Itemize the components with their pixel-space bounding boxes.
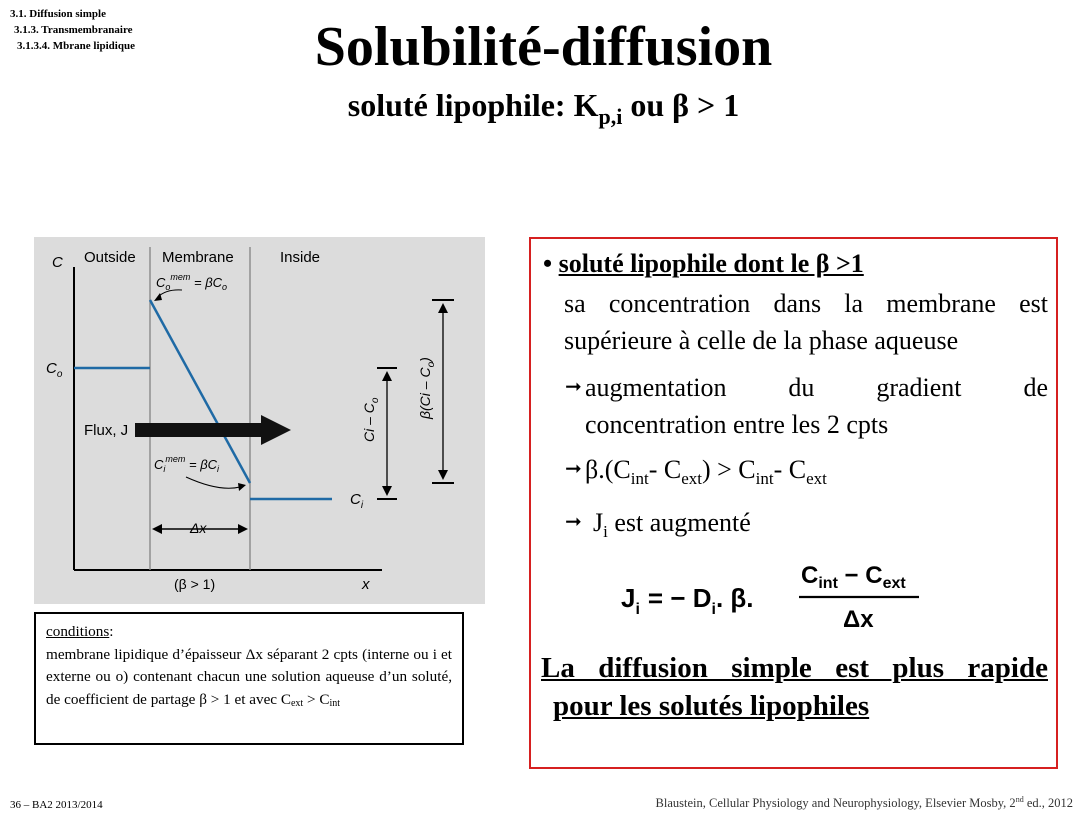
footer-ref-sup: nd	[1015, 795, 1024, 804]
formula-eq: = − D	[647, 583, 712, 613]
co-mem-c: C	[156, 275, 166, 290]
bullet-title	[543, 249, 864, 279]
inequality-ext-2: ext	[806, 469, 827, 488]
beta-diff-pre: β(C	[417, 396, 433, 419]
subtitle-text: soluté lipophile: K	[347, 87, 599, 123]
subtitle-sub: p,i	[598, 104, 623, 129]
arrow-icon: ➞	[565, 458, 582, 480]
formula-j-sub: i	[635, 601, 640, 618]
inequality-int-2: int	[755, 469, 774, 488]
conditions-gt: > C	[303, 690, 330, 708]
delta-x-arrow-left	[152, 524, 162, 534]
membrane-label: Membrane	[162, 249, 234, 266]
inequality-dash-1: - C	[648, 455, 682, 484]
beta-arrow-down	[438, 470, 448, 480]
arrow-icon: ➞	[565, 376, 582, 398]
beta-diff-close: )	[417, 357, 433, 362]
ci-co-label	[361, 397, 381, 442]
ci-mem-eq: = βC	[185, 457, 218, 472]
flux-arrow-head	[261, 415, 291, 445]
ci-co-c: C	[361, 431, 377, 442]
ci-label	[350, 491, 364, 511]
conditions-box	[34, 612, 464, 745]
slide-subtitle	[0, 82, 1087, 140]
flux-label: Flux, J	[84, 422, 129, 439]
breadcrumb-level-3: 3.1.3.4. Mbrane lipidique	[17, 40, 135, 52]
conditions-sub-ext: ext	[290, 697, 304, 709]
formula-num-sub1: int	[818, 575, 838, 592]
membrane-diffusion-figure	[34, 237, 485, 604]
co-mem-eq-sub: o	[222, 282, 228, 292]
formula-d-sub: i	[711, 601, 716, 618]
footer-ref-post: ed., 2012	[1023, 796, 1073, 811]
inequality-ext-1: ext	[681, 469, 702, 488]
footer-reference	[656, 795, 1073, 811]
bullet-paragraph: sa concentration dans la membrane est supérieure à celle de la phase aqueuse	[564, 289, 1048, 355]
bullet-title-text: soluté lipophile dont le β >1	[558, 249, 864, 278]
co-mem-sub: o	[165, 282, 171, 292]
formula-beta: . β.	[715, 583, 754, 613]
flux-j-sub: i	[603, 522, 608, 541]
flux-formula	[621, 557, 921, 637]
ci-label-c: C	[350, 491, 361, 508]
flux-j: J	[593, 508, 604, 537]
beta-diff-o: o	[426, 361, 437, 368]
c-axis-label: C	[52, 254, 63, 271]
inequality-int-1: int	[630, 469, 649, 488]
arrow-item-inequality	[555, 451, 1048, 497]
inequality-pre: β.(C	[585, 455, 631, 484]
bullet-dot: •	[543, 249, 553, 278]
ci-co-arrow-up	[382, 371, 392, 381]
beta-arrow-up	[438, 303, 448, 313]
conditions-body: membrane lipidique d’épaisseur Δx séparant 2 cpts (interne ou i et externe ou o) contenant chacun une solution aqueuse d’un soluté, de coefficient de partage β > 1 et avec C	[46, 645, 452, 708]
ci-co-arrow-down	[382, 486, 392, 496]
co-label	[46, 360, 63, 380]
beta-diff-label	[417, 357, 437, 420]
delta-x-arrow-right	[238, 524, 248, 534]
formula-num-c1: C	[801, 562, 819, 589]
breadcrumb-level-2: 3.1.3. Transmembranaire	[14, 24, 133, 36]
formula-num-minus: − C	[837, 562, 883, 589]
ci-mem-c: C	[154, 457, 164, 472]
flux-arrow-shaft	[135, 423, 261, 437]
figure-svg	[34, 237, 485, 604]
ci-mem-sup: mem	[165, 454, 186, 464]
co-mem-sup: mem	[170, 272, 191, 282]
arrow-item-gradient	[555, 369, 1048, 443]
breadcrumb-level-1: 3.1. Diffusion simple	[10, 8, 106, 20]
gradient-line-2: concentration entre les 2 cpts	[585, 410, 889, 439]
footer-ref-pre: Blaustein, Cellular Physiology and Neurophysiology, Elsevier Mosby, 2	[655, 796, 1016, 811]
ci-mem-label	[154, 454, 220, 474]
explanation-panel	[529, 237, 1058, 769]
beta-diff-text: i – C	[417, 367, 433, 397]
ci-mem-pointer-head	[238, 483, 246, 491]
arrow-item-flux	[555, 504, 1048, 550]
x-axis-label: x	[362, 576, 370, 593]
formula-numerator	[801, 562, 906, 592]
subtitle-after: ou β > 1	[622, 87, 740, 123]
co-label-sub: o	[56, 369, 63, 380]
ci-co-text: i – C	[361, 403, 377, 432]
gradient-line-1: augmentation du gradient de	[585, 373, 1048, 402]
delta-x-label: Δx	[190, 520, 207, 536]
conditions-sub-int: int	[329, 697, 341, 709]
beta-condition-label: (β > 1)	[174, 576, 216, 592]
inequality-dash-2: - C	[773, 455, 807, 484]
conclusion-line-2: pour les solutés lipophiles	[553, 690, 870, 722]
outside-label: Outside	[84, 249, 136, 266]
footer-course: 36 – BA2 2013/2014	[10, 799, 103, 811]
ci-co-o: o	[370, 397, 381, 404]
inequality-mid: ) > C	[701, 455, 756, 484]
formula-denominator: Δx	[843, 606, 874, 633]
conditions-heading: conditions	[46, 623, 110, 640]
co-mem-label	[156, 272, 227, 292]
co-label-c: C	[46, 360, 57, 377]
formula-num-sub2: ext	[882, 575, 906, 592]
formula-j: J	[621, 583, 636, 613]
slide-title: Solubilité-diffusion	[314, 16, 773, 78]
flux-rest: est augmenté	[607, 508, 751, 537]
inside-label: Inside	[280, 249, 321, 266]
ci-mem-eq-sub: i	[217, 464, 220, 474]
ci-mem-pointer	[186, 477, 240, 488]
ci-label-sub: i	[360, 500, 364, 511]
ci-mem-sub: i	[163, 464, 166, 474]
conclusion-line-1: La diffusion simple est plus rapide	[541, 652, 1048, 684]
co-mem-eq: = βC	[190, 275, 223, 290]
arrow-icon: ➞	[565, 511, 582, 533]
conditions-colon: :	[109, 623, 114, 640]
formula-lhs	[621, 583, 754, 618]
